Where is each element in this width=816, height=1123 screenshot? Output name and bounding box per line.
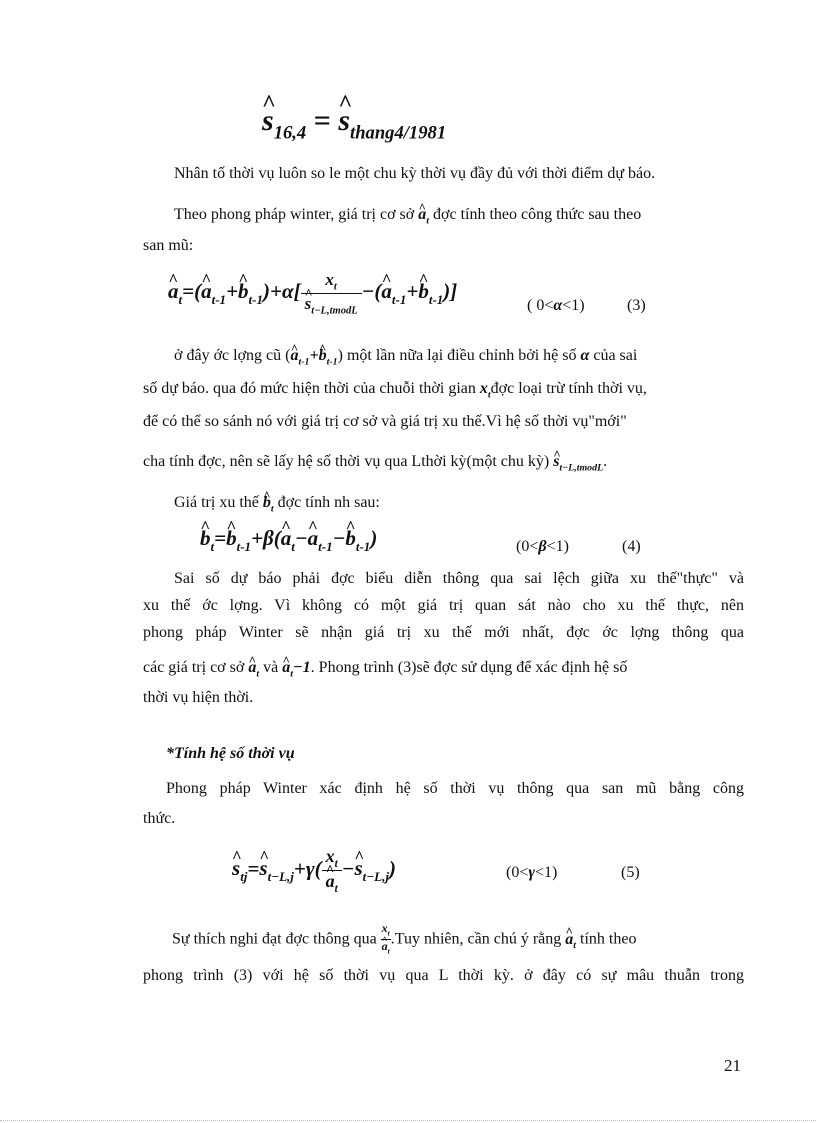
eq3-plus-1: + — [226, 279, 239, 304]
eq4-condition — [516, 538, 569, 556]
eq-top-lhs-sub: 16,4 — [273, 122, 307, 144]
eq5-condition — [506, 864, 557, 882]
p4-text-b: đợc tính nh sau: — [277, 494, 380, 511]
eq3-cond-open: ( 0< — [527, 297, 554, 314]
p5-l4-a: các giá trị cơ sở — [143, 659, 245, 676]
p5-and: và — [263, 659, 279, 676]
eq3-number: (3) — [627, 297, 646, 314]
eq5-a-sub: t — [334, 883, 338, 896]
p7-a-den-sub: t — [387, 946, 390, 956]
eq3-condition — [527, 297, 585, 315]
eq4-sub-t: t — [210, 538, 215, 554]
eq5-cond-gamma: γ — [528, 864, 536, 881]
eq-top-rhs: ^ s — [338, 104, 350, 138]
p7-fraction — [381, 922, 391, 958]
eq3-text-c: )+α[ — [263, 279, 301, 304]
eq5-sub-tlj-2: t−L,j — [362, 869, 389, 885]
eq4-cond-close: <1) — [546, 538, 569, 555]
eq4-sub-t1: t-1 — [236, 538, 252, 554]
eq3-a-2: ^ a — [381, 279, 392, 304]
eq3-frac-den — [301, 294, 362, 317]
p3-s-sub: t−L,tmodL — [559, 462, 604, 474]
eq5-s-1: ^ s — [259, 856, 267, 881]
eq3-cond-alpha: α — [553, 297, 563, 314]
eq3-sub-t: t — [178, 291, 183, 307]
eq3-a-1: ^ a — [201, 279, 212, 304]
paragraph-5-line-1: Sai số dự báo phải đợc biểu diễn thông qua sai lệch giữa xu thế"thực" và — [174, 570, 744, 587]
p4-b-sub: t — [270, 503, 274, 515]
eq4-number: (4) — [622, 538, 641, 555]
paragraph-6-line-2: thức. — [143, 810, 176, 827]
equation-5 — [232, 846, 396, 895]
p3-a: ^ a — [290, 346, 298, 366]
p3-a-sub: t-1 — [298, 356, 310, 368]
eq5-sub-tj: tj — [240, 869, 248, 885]
p3-l2-b: đợc loại trừ tính thời vụ, — [490, 380, 647, 397]
eq4-minus-2: − — [332, 526, 346, 550]
eq4-cond-beta: β — [538, 538, 547, 555]
eq4-sub-t1-3: t-1 — [355, 538, 371, 554]
p7-a: ^ a — [565, 930, 573, 950]
p5-a2: ^ a — [282, 658, 290, 678]
paragraph-5-line-3: phong pháp Winter sẽ nhận giá trị xu thế mới nhất, đợc ớc lợng thông qua — [143, 624, 744, 641]
section-heading: *Tính hệ số thời vụ — [166, 745, 295, 762]
eq4-b-1: ^ b — [226, 526, 237, 551]
p7-a-sub: t — [573, 939, 577, 951]
eq4-a-t: ^ a — [281, 526, 292, 551]
p3-b: ^ b — [319, 346, 327, 366]
p4-a: Giá trị xu thế — [174, 494, 259, 511]
eq5-frac-den — [322, 871, 342, 895]
eq5-equals: = — [247, 856, 260, 881]
p4-b: ^ b — [263, 493, 271, 513]
paragraph-5-line-4 — [143, 658, 627, 684]
eq3-sub-t1-b: t-1 — [248, 291, 263, 307]
eq3-x: x — [325, 270, 334, 289]
paragraph-4 — [174, 493, 380, 519]
eq3-sub-t1-a2: t-1 — [391, 291, 407, 307]
p7-l1-a: Sự thích nghi đạt đợc thông qua — [172, 930, 377, 948]
p3-x: x — [479, 380, 488, 397]
eq3-fraction — [301, 270, 362, 316]
eq-top-equals: = — [313, 104, 331, 137]
eq3-b-1: ^ b — [238, 279, 249, 304]
eq5-s-lhs: ^ s — [232, 856, 240, 881]
eq3-text-a: =( — [182, 279, 202, 304]
p3-l1-c: của sai — [593, 347, 638, 364]
p7-l1-c: tính theo — [580, 930, 637, 948]
p3-x-sub: t — [487, 389, 491, 401]
eq5-cond-open: (0< — [506, 864, 529, 881]
eq3-sub-t1-b2: t-1 — [428, 291, 444, 307]
footer-divider — [0, 1120, 816, 1121]
eq3-x-sub: t — [333, 281, 337, 293]
equation-s16-4 — [262, 104, 446, 144]
eq-top-lhs: ^ s — [262, 104, 274, 138]
p5-a1-sub: t — [256, 668, 260, 680]
p7-l1-b: .Tuy nhiên, cần chú ý rằng — [390, 930, 562, 948]
equation-3 — [168, 270, 457, 316]
eq4-cond-open: (0< — [516, 538, 539, 555]
eq5-x-sub: t — [334, 858, 338, 871]
p3-l1-a: ở đây ớc lợng cũ ( — [174, 347, 291, 364]
eq5-close: ) — [388, 856, 396, 881]
p3-s: ^ s — [553, 452, 559, 472]
eq3-text-d: −( — [361, 279, 382, 304]
paragraph-7-line-2: phong trình (3) với hệ số thời vụ qua L thời kỳ. ở đây có sự mâu thuẫn trong — [143, 967, 744, 984]
p2-text-b: đợc tính theo công thức sau theo — [433, 206, 642, 223]
p5-a2-sub: t — [290, 668, 293, 680]
p7-frac-den — [381, 940, 391, 957]
p5-l4-b: . Phong trình (3)sẽ đợc sử dụng để xác định hệ số — [310, 659, 628, 676]
p5-minus-one: −1 — [292, 659, 311, 676]
eq5-x: x — [325, 846, 335, 866]
eq5-number: (5) — [621, 864, 640, 881]
eq4-sub-t2: t — [291, 538, 295, 554]
paragraph-1: Nhân tố thời vụ luôn so le một chu kỳ thời vụ đầy đủ với thời điểm dự báo. — [174, 165, 656, 182]
eq3-b-2: ^ b — [418, 279, 429, 304]
eq3-s: ^ s — [305, 294, 312, 314]
paragraph-5-line-5: thời vụ hiện thời. — [143, 689, 254, 706]
eq4-plus-beta: +β( — [251, 526, 281, 550]
paragraph-6-line-1: Phong pháp Winter xác định hệ số thời vụ thông qua san mũ bằng công — [166, 780, 744, 797]
p3-alpha: α — [580, 347, 590, 364]
eq-top-rhs-sub: thang4/1981 — [350, 122, 447, 144]
eq5-plus-gamma: +γ( — [293, 856, 322, 881]
eq5-s-2: ^ s — [354, 856, 362, 881]
p3-l4-end: . — [603, 453, 608, 470]
eq3-plus-2: + — [406, 279, 419, 304]
p7-x-sub: t — [387, 928, 390, 938]
p7-x: x — [381, 921, 388, 935]
paragraph-3-line-1 — [174, 346, 637, 372]
p7-a-den: ^ a — [382, 940, 388, 952]
paragraph-2-line-2: san mũ: — [143, 237, 194, 254]
paragraph-3-line-3: để có thể so sánh nó với giá trị cơ sở và giá trị xu thế.Vì hệ số thời vụ"mới" — [143, 413, 627, 430]
eq3-text-f: )] — [443, 279, 458, 304]
eq3-a-lhs: ^ a — [168, 279, 179, 304]
eq4-minus-1: − — [294, 526, 308, 550]
eq4-b-t1: ^ b — [345, 526, 356, 551]
eq5-cond-close: <1) — [535, 864, 558, 881]
p3-b-sub: t-1 — [326, 356, 338, 368]
eq3-cond-close: <1) — [562, 297, 585, 314]
p5-a1: ^ a — [248, 658, 256, 678]
eq4-sub-t1-2: t-1 — [318, 538, 333, 554]
eq3-sub-t1-a: t-1 — [211, 291, 227, 307]
paragraph-7-line-1 — [172, 922, 636, 958]
p2-sym-sub: t — [426, 215, 429, 227]
equation-4 — [200, 526, 377, 555]
eq3-s-sub: t−L,tmodL — [311, 305, 358, 317]
paragraph-3-line-4 — [143, 452, 607, 478]
p3-l2-a: số dự báo. qua đó mức hiện thời của chuỗi thời gian — [143, 380, 476, 397]
p2-text-a: Theo phong pháp winter, giá trị cơ sở — [174, 206, 415, 223]
eq5-minus: − — [341, 856, 355, 881]
p2-sym-a: ^ a — [418, 205, 426, 225]
eq4-a-t1: ^ a — [308, 526, 319, 551]
page-number: 21 — [724, 1056, 741, 1075]
p3-l4-a: cha tính đợc, nên sẽ lấy hệ số thời vụ qua Lthời kỳ(một chu kỳ) — [143, 453, 550, 470]
eq4-b-lhs: ^ b — [200, 526, 211, 551]
paragraph-3-line-2 — [143, 379, 647, 405]
eq5-a: ^ a — [326, 871, 335, 892]
p3-plus: + — [309, 347, 319, 364]
p3-l1-b: ) một lần nữa lại điều chỉnh bởi hệ số — [337, 347, 577, 364]
eq4-close: ) — [370, 526, 378, 550]
eq5-fraction — [322, 846, 342, 895]
eq5-sub-tlj: t−L,j — [267, 869, 294, 885]
eq4-equals: = — [214, 526, 227, 550]
paragraph-2-line-1 — [174, 205, 641, 231]
paragraph-5-line-2: xu thế ớc lợng. Vì không có một giá trị quan sát nào cho xu thế thực, nên — [143, 597, 744, 614]
